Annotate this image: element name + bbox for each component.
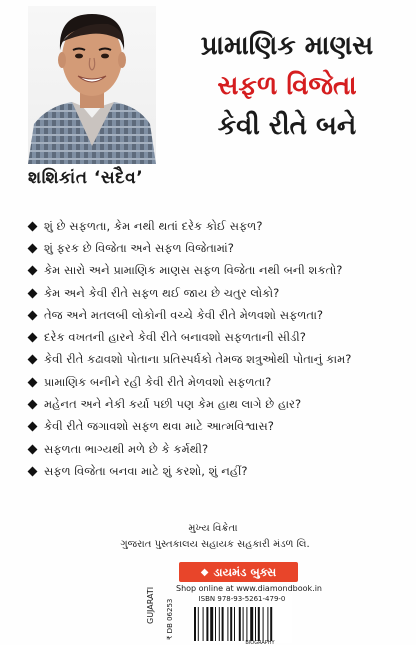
publisher-logo [179,562,298,582]
diamond-bullet-icon [28,355,38,365]
question-text: તેજ અને મતલબી લોકોની વચ્ચે કેવી રીતે મેળવશો સફળતા? [44,307,324,322]
main-seller-label: મુખ્ય વિક્રેતા [188,523,238,534]
question-text: પ્રામાણિક બનીને રહી કેવી રીતે મેળવશો સફળતા? [44,374,272,389]
question-text: શું છે સફળતા, કેમ નથી થતાં દરેક કોઈ સફળ? [44,218,263,233]
question-text: કેવી રીતે કઢાવશો પોતાના પ્રતિસ્પર્ધકો તેમજ શત્રુઓથી પોતાનું કામ? [44,352,352,367]
list-item [25,326,413,348]
question-text: મહેનત અને નેકી કર્યા પછી પણ કેમ હાથ લાગે છે હાર? [44,397,302,412]
question-list [25,215,413,483]
book-title [162,26,412,146]
diamond-logo-icon: ◆ [200,566,209,578]
list-item [25,393,413,415]
diamond-bullet-icon [28,221,38,231]
list-item [25,215,413,237]
question-text: દરેક વખતની હારને કેવી રીતે બનાવશો સફળતાની સીડી? [44,330,306,345]
author-portrait-illustration [28,6,156,164]
diamond-bullet-icon [28,288,38,298]
diamond-bullet-icon [28,243,38,253]
list-item [25,237,413,259]
diamond-bullet-icon [28,444,38,454]
publisher-logo-text: ડાયમંડ બુક્સ [213,564,277,579]
title-line-1: પ્રામાણિક માણસ [200,31,374,61]
question-text: શું ફરક છે વિજેતા અને સફળ વિજેતામાં? [44,240,234,255]
language-label: GUJARATI [146,586,155,624]
price-code: ₹ DB 06253 [166,598,174,640]
shop-online-link: Shop online at www.diamondbook.in [176,584,323,593]
isbn-number: ISBN 978-93-5261-479-0 [198,595,286,603]
diamond-bullet-icon [28,266,38,276]
question-text: સફળતા ભાગ્યથી મળે છે કે કર્મથી? [44,441,209,456]
list-item [25,416,413,438]
diamond-bullet-icon [28,400,38,410]
diamond-bullet-icon [28,422,38,432]
list-item [25,438,413,460]
main-seller-name: ગુજરાત પુસ્તકાલય સહાયક સહકારી મંડળ લિ. [120,539,310,550]
isbn-barcode [192,595,292,643]
author-photo [28,6,156,164]
barcode-bars-icon [192,607,292,643]
diamond-bullet-icon [28,310,38,320]
list-item [25,349,413,371]
diamond-bullet-icon [28,333,38,343]
list-item [25,371,413,393]
category-label: BIOGRAPHY [245,640,275,646]
list-item [25,304,413,326]
question-text: સફળ વિજેતા બનવા માટે શું કરશો, શું નહીં? [44,463,248,478]
list-item [25,282,413,304]
title-line-3: કેવી રીતે બને [217,111,357,141]
diamond-bullet-icon [28,377,38,387]
list-item [25,460,413,482]
question-text: કેવી રીતે જગાવશો સફળ થવા માટે આત્મવિશ્વાસ? [44,419,274,434]
list-item [25,260,413,282]
question-text: કેમ અને કેવી રીતે સફળ થઈ જાય છે ચતુર લોકો? [44,285,280,300]
diamond-bullet-icon [28,466,38,476]
author-name: શશિકાંત ‘સદૈવ’ [28,168,144,188]
title-line-2: સફળ વિજેતા [217,71,357,101]
question-text: કેમ સારો અને પ્રામાણિક માણસ સફળ વિજેતા નથી બની શકતો? [44,263,343,278]
